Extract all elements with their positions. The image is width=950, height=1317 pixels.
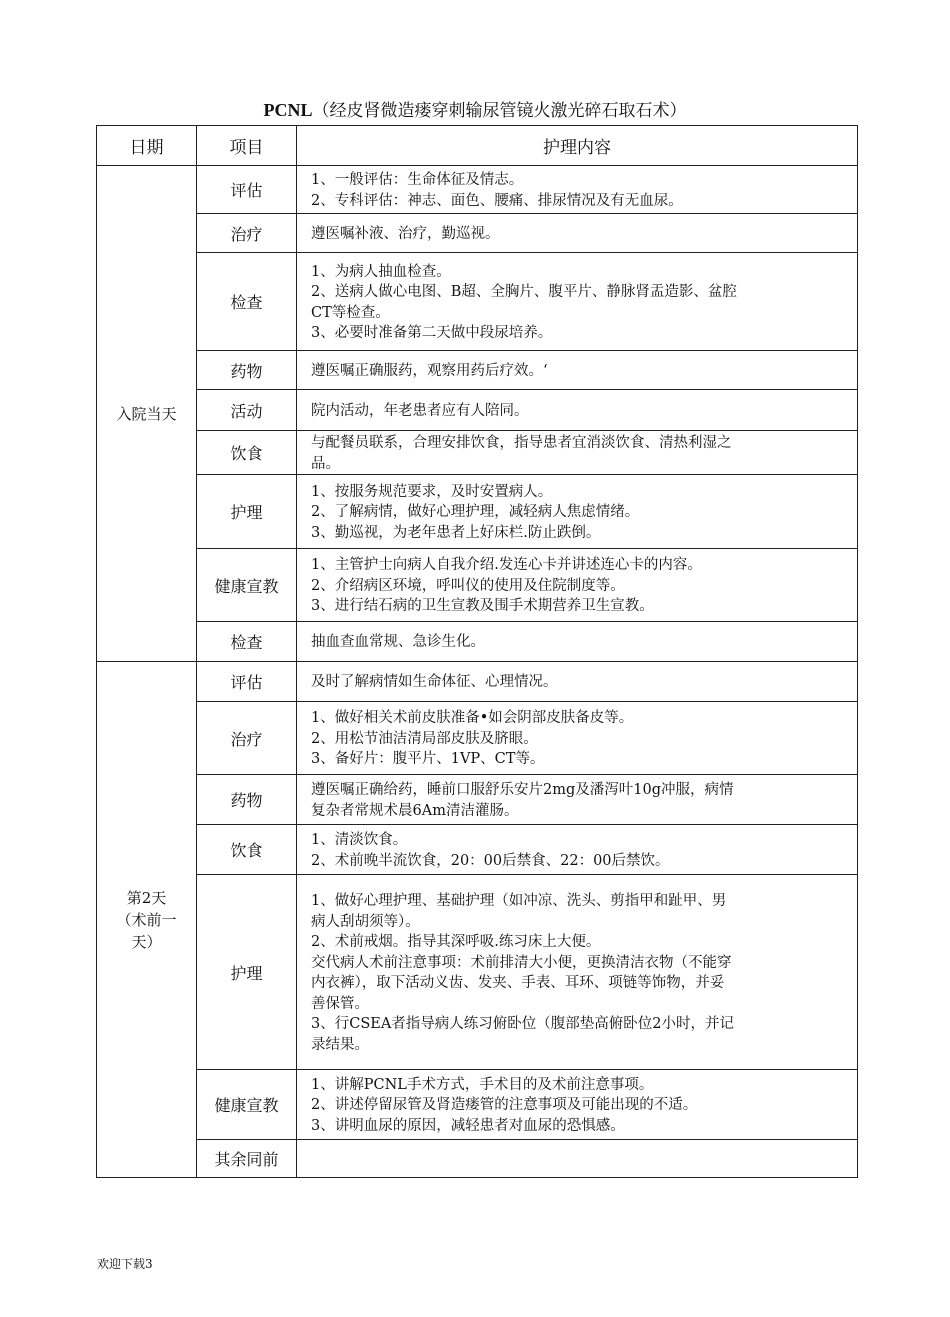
content-line: 2、送病人做心电图、B超、全胸片、腹平片、静脉肾盂造影、盆腔 — [311, 284, 737, 300]
item-label: 治疗 — [197, 214, 297, 253]
content-line: 遵医嘱正确给药，睡前口服舒乐安片2mg及潘泻叶10g冲服，病情 — [311, 782, 734, 798]
content-line: 交代病人术前注意事项：术前排清大小便，更换清洁衣物（不能穿 — [311, 954, 732, 971]
nursing-care-table — [96, 125, 858, 1178]
item-label: 护理 — [197, 875, 297, 1070]
content-line: 2、了解病情，做好心理护理，减轻病人焦虑情绪。 — [311, 504, 640, 521]
content-cell — [297, 875, 858, 1070]
item-label: 检查 — [197, 622, 297, 662]
header-item: 项目 — [197, 126, 297, 166]
table-row — [97, 702, 858, 775]
content-line: 1、主管护士向病人自我介绍.发连心卡并讲述连心卡的内容。 — [311, 557, 702, 574]
table-row — [97, 662, 858, 702]
content-line: 3、备好片：腹平片、1VP、CT等。 — [311, 751, 545, 768]
date-label-line: （术前一 — [116, 910, 177, 929]
content-cell — [297, 702, 858, 775]
date-day2 — [97, 662, 197, 1178]
table-row — [97, 166, 858, 214]
content-line: 1、清淡饮食。 — [311, 832, 408, 848]
table-row — [97, 253, 858, 351]
table-row — [97, 431, 858, 475]
table-row — [97, 390, 858, 431]
table-row — [97, 875, 858, 1070]
date-day1: 入院当天 — [97, 166, 197, 662]
item-label: 评估 — [197, 166, 297, 214]
content-line: 善保管。 — [311, 995, 369, 1012]
content-line: 1、做好心理护理、基础护理（如冲凉、洗头、剪指甲和趾甲、男 — [311, 893, 727, 909]
content-line: 1、按服务规范要求，及时安置病人。 — [311, 483, 553, 500]
content-cell — [297, 1140, 858, 1178]
table-row — [97, 351, 858, 390]
footer-text: 欢迎下载3 — [97, 1257, 153, 1271]
content-line: 抽血查血常规、急诊生化。 — [311, 634, 485, 651]
header-date: 日期 — [97, 126, 197, 166]
content-line: 遵医嘱补液、治疗，勤巡视。 — [311, 225, 500, 242]
content-line: 及时了解病情如生命体征、心理情况。 — [311, 674, 558, 691]
item-label: 其余同前 — [197, 1140, 297, 1178]
content-line: 2、专科评估：神志、面色、腰痛、排尿情况及有无血尿。 — [311, 192, 683, 209]
content-cell — [297, 825, 858, 875]
item-label: 护理 — [197, 475, 297, 549]
table-row — [97, 214, 858, 253]
header-content: 护理内容 — [297, 126, 858, 166]
content-line: 2、讲述停留尿管及肾造瘘管的注意事项及可能出现的不适。 — [311, 1097, 698, 1114]
content-line: 1、讲解PCNL手术方式，手术目的及术前注意事项。 — [311, 1076, 654, 1093]
table-row — [97, 1070, 858, 1140]
content-cell — [297, 549, 858, 622]
content-cell — [297, 622, 858, 662]
table-body — [97, 166, 858, 1178]
content-cell — [297, 775, 858, 825]
content-line: 1、做好相关术前皮肤准备•如会阴部皮肤备皮等。 — [311, 710, 634, 727]
content-cell — [297, 475, 858, 549]
item-label: 健康宣教 — [197, 549, 297, 622]
item-label: 治疗 — [197, 702, 297, 775]
content-line: 遵医嘱正确服药，观察用药后疗效。‘ — [311, 362, 548, 379]
table-row — [97, 825, 858, 875]
content-line: 3、进行结石病的卫生宣教及围手术期营养卫生宣教。 — [311, 598, 654, 615]
date-label-line: 天） — [131, 932, 162, 951]
document-title — [0, 98, 950, 123]
content-line: 3、必要时准备第二天做中段尿培养。 — [311, 325, 553, 341]
header-row — [97, 126, 858, 166]
content-line: 2、术前戒烟。指导其深呼吸.练习床上大便。 — [311, 934, 601, 950]
content-line: 1、一般评估：生命体征及情志。 — [311, 172, 524, 188]
date-label-line: 第2天 — [126, 888, 167, 907]
table-row — [97, 475, 858, 549]
content-cell — [297, 1070, 858, 1140]
item-label: 健康宣教 — [197, 1070, 297, 1140]
table-row — [97, 1140, 858, 1178]
content-line: 内衣裤），取下活动义齿、发夹、手表、耳环、项链等饰物，并妥 — [311, 975, 725, 991]
content-line: 院内活动，年老患者应有人陪同。 — [311, 402, 529, 419]
title-full: （经皮肾微造瘘穿刺输尿管镜火激光碎石取石术） — [312, 101, 687, 121]
item-label: 饮食 — [197, 825, 297, 875]
content-line: 3、行CSEA者指导病人练习俯卧位（腹部垫高俯卧位2小时，并记 — [311, 1016, 735, 1032]
content-cell — [297, 253, 858, 351]
item-label: 药物 — [197, 775, 297, 825]
content-cell — [297, 214, 858, 253]
content-line: CT等检查。 — [311, 304, 390, 321]
content-line: 录结果。 — [311, 1036, 369, 1053]
content-line: 3、讲明血尿的原因，减轻患者对血尿的恐惧感。 — [311, 1117, 625, 1134]
content-cell — [297, 662, 858, 702]
item-label: 药物 — [197, 351, 297, 390]
content-line: 1、为病人抽血检查。 — [311, 263, 451, 280]
content-line: 与配餐员联系，合理安排饮食，指导患者宜消淡饮食、清热利湿之 — [311, 435, 732, 451]
item-label: 评估 — [197, 662, 297, 702]
content-cell — [297, 390, 858, 431]
table-row — [97, 549, 858, 622]
table-row — [97, 622, 858, 662]
content-cell — [297, 351, 858, 390]
content-cell — [297, 431, 858, 475]
table-row — [97, 775, 858, 825]
content-cell — [297, 166, 858, 214]
item-label: 活动 — [197, 390, 297, 431]
title-abbr: PCNL — [263, 100, 313, 120]
content-line: 2、术前晚半流饮食，20：00后禁食、22：00后禁饮。 — [311, 852, 670, 869]
content-line: 2、介绍病区环境，呼叫仪的使用及住院制度等。 — [311, 577, 625, 594]
content-line: 品。 — [311, 455, 340, 472]
content-line: 病人刮胡须等）。 — [311, 913, 420, 930]
content-line: 3、勤巡视，为老年患者上好床栏.防止跌倒。 — [311, 524, 601, 541]
item-label: 饮食 — [197, 431, 297, 475]
item-label: 检查 — [197, 253, 297, 351]
content-line: 2、用松节油洁清局部皮肤及脐眼。 — [311, 730, 538, 747]
content-line: 复杂者常规术晨6Am清洁灌肠。 — [311, 802, 519, 819]
